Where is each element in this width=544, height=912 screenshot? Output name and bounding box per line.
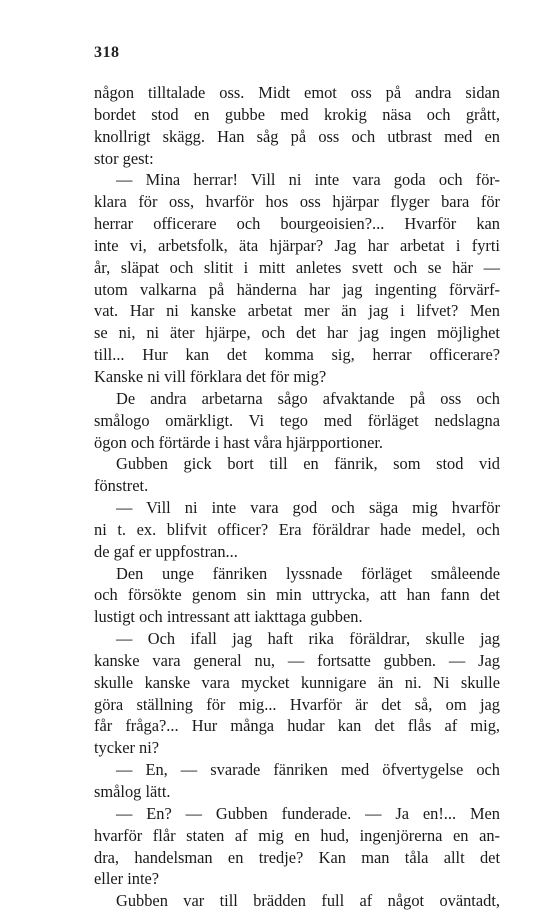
text-line: — Och ifall jag haft rika föräldrar, skulle jag: [116, 629, 500, 649]
text-line: — En? — Gubben funderade. — Ja en!... Men: [116, 803, 500, 823]
text-line: Gubben var till brädden full af något oväntadt,: [116, 891, 500, 911]
text-line: — Vill ni inte vara god och säga mig hvarför: [116, 498, 500, 518]
text-line: stor gest:: [94, 148, 154, 168]
text-line: de gaf er uppfostran...: [94, 541, 238, 561]
text-line: utom valkarna på händerna har jag ingenting förvärf-: [94, 279, 500, 299]
text-line: Gubben gick bort till en fänrik, som stod vid: [116, 454, 500, 474]
text-line: inte vi, arbetsfolk, äta hjärpar? Jag har arbetat i fyrti: [94, 235, 500, 255]
text-line: lustigt och intressant att iakttaga gubben.: [94, 607, 363, 627]
text-line: klara för oss, hvarför hos oss hjärpar flyger bara för: [94, 192, 500, 212]
text-line: eller inte?: [94, 869, 160, 889]
text-line: får fråga?... Hur många hudar kan det flås af mig,: [94, 716, 500, 736]
text-line: skulle kanske vara mycket kunnigare än ni. Ni skulle: [94, 672, 500, 692]
text-line: till... Hur kan det komma sig, herrar officerare?: [94, 345, 500, 365]
page-number: 318: [94, 44, 120, 61]
text-line: kanske vara general nu, — fortsatte gubben. — Jag: [94, 650, 500, 670]
text-line: tycker ni?: [94, 738, 160, 758]
text-line: smålog lätt.: [94, 782, 171, 801]
text-line: fönstret.: [94, 476, 149, 496]
text-line: Kanske ni vill förklara det för mig?: [94, 366, 327, 386]
text-line: se ni, ni äter hjärpe, och det har jag ingen möjlighet: [94, 323, 500, 343]
text-line: De andra arbetarna sågo afvaktande på oss och: [116, 388, 500, 408]
text-line: vat. Har ni kanske arbetat mer än jag i lifvet? Men: [94, 301, 500, 321]
text-line: — En, — svarade fänriken med öfvertygelse och: [116, 760, 500, 780]
text-line: Den unge fänriken lyssnade förläget småleende: [116, 563, 500, 583]
text-line: någon tilltalade oss. Midt emot oss på andra sidan: [94, 83, 500, 102]
text-line: ni t. ex. blifvit officer? Era föräldrar hade medel, och: [94, 519, 500, 539]
text-line: dra, handelsman en tredje? Kan man tåla allt det: [94, 847, 500, 867]
text-line: göra ställning för mig... Hvarför är det så, om jag: [94, 694, 500, 714]
text-line: och försökte genom sin min uttrycka, att han fann det: [94, 585, 500, 605]
text-line: ögon och förtärde i hast våra hjärpportioner.: [94, 432, 384, 452]
body-text: [94, 82, 500, 912]
text-line: herrar officerare och bourgeoisien?... Hvarför kan: [94, 214, 500, 234]
text-line: hvarför flår staten af mig en hud, ingenjörerna en an-: [94, 825, 500, 845]
text-line: smålogo omärkligt. Vi tego med förläget nedslagna: [94, 410, 500, 430]
text-line: år, släpat och slitit i mitt anletes svett och se här —: [94, 257, 500, 277]
text-line: — Mina herrar! Vill ni inte vara goda och för-: [116, 170, 500, 190]
text-line: bordet stod en gubbe med krokig näsa och grått,: [94, 104, 500, 124]
text-line: knollrigt skägg. Han såg på oss och utbrast med en: [94, 126, 500, 146]
